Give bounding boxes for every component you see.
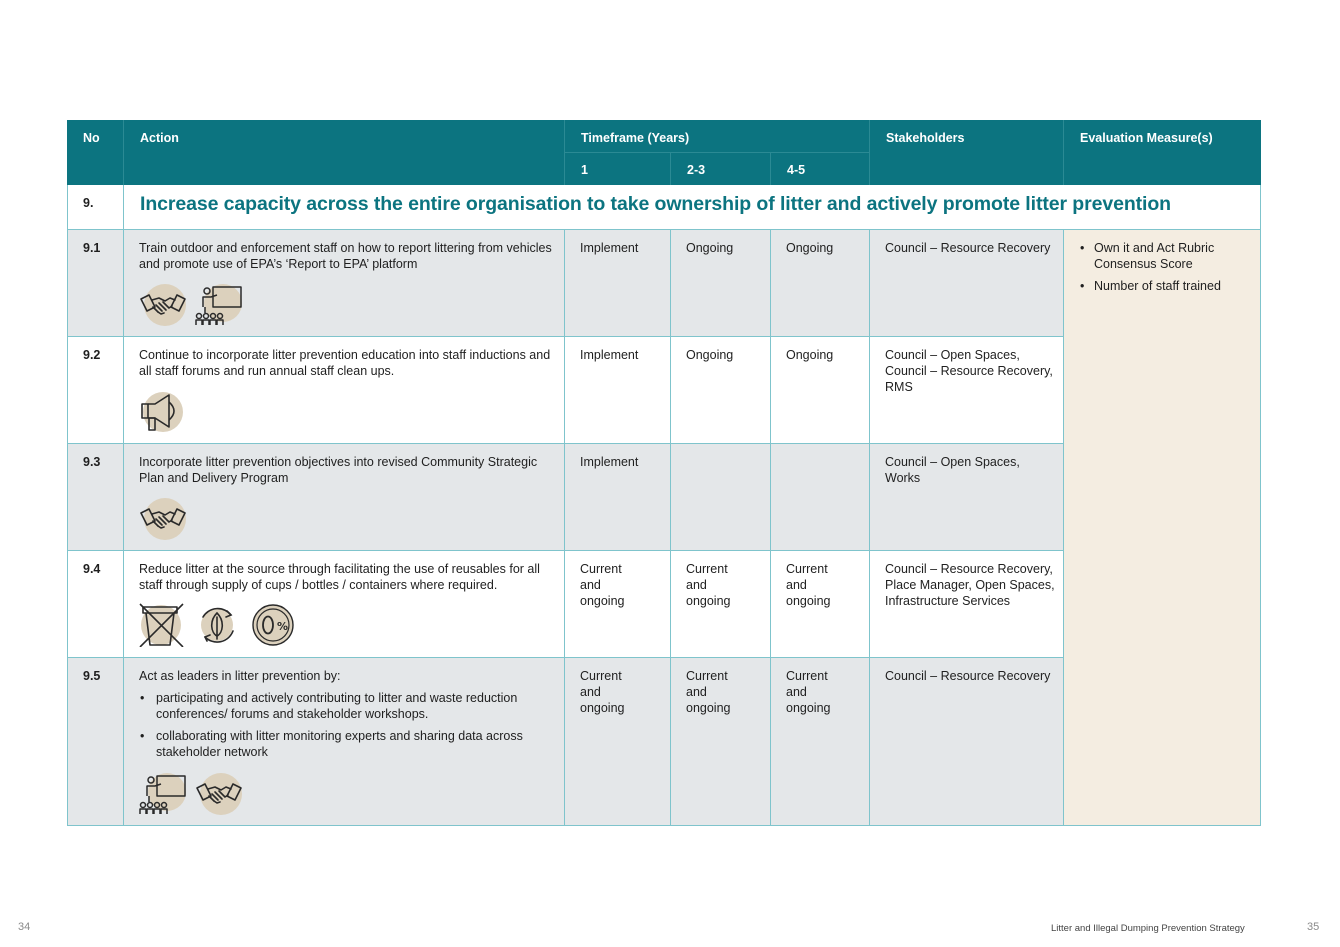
row-9-5-t2-cell [671, 658, 771, 826]
stakeholders-value: Council – Resource Recovery [885, 241, 1051, 255]
timeframe-1-value: Implement [580, 455, 639, 469]
evaluation-item: • Number of staff trained [1080, 278, 1246, 294]
stakeholders-value: Council – Open Spaces, Works [885, 455, 1020, 485]
row-9-2-stakeholders-cell [870, 337, 1064, 444]
row-number: 9.5 [83, 669, 101, 683]
header-evaluation-label: Evaluation Measure(s) [1080, 131, 1213, 145]
row-action-text: Act as leaders in litter prevention by: [139, 669, 341, 683]
goal-title: Increase capacity across the entire organisation to take ownership of litter and actively promote litter prevention [140, 193, 1171, 215]
timeframe-4-5-value: Current and ongoing [786, 562, 831, 608]
timeframe-1-value: Current and ongoing [580, 562, 625, 608]
goal-number: 9. [83, 196, 94, 210]
row-action-text: Continue to incorporate litter prevention education into staff inductions and all staff forums and run annual staff clean ups. [139, 348, 551, 378]
presentation-icon [195, 283, 243, 327]
header-timeframe-1 [565, 153, 671, 185]
header-timeframe-label: Timeframe (Years) [581, 131, 690, 145]
row-9-4-action-cell [124, 551, 565, 658]
header-timeframe-4-5 [771, 153, 870, 185]
header-stakeholders [870, 120, 1064, 185]
header-evaluation [1064, 120, 1261, 185]
timeframe-2-3-value: Current and ongoing [686, 562, 731, 608]
evaluation-measures-cell [1064, 230, 1261, 826]
header-timeframe [565, 120, 870, 153]
megaphone-icon [139, 390, 187, 434]
header-action-label: Action [140, 131, 179, 145]
header-no-label: No [83, 131, 100, 145]
row-9-2-action-cell [124, 337, 565, 444]
row-number: 9.3 [83, 455, 101, 469]
row-action-text: Reduce litter at the source through facilitating the use of reusables for all staff through supply of cups / bottles / containers where required. [139, 562, 540, 592]
action-plan-table [67, 120, 1261, 826]
row-9-5-action-cell [124, 658, 565, 826]
stakeholders-value: Council – Open Spaces, Council – Resource Recovery, RMS [885, 348, 1053, 394]
handshake-icon [139, 497, 187, 541]
page-number-right: 35 [1307, 921, 1320, 933]
row-9-5-stakeholders-cell [870, 658, 1064, 826]
header-stakeholders-label: Stakeholders [886, 131, 965, 145]
row-9-5-no-cell [67, 658, 124, 826]
row-9-4-stakeholders-cell [870, 551, 1064, 658]
stakeholders-value: Council – Resource Recovery, Place Manager, Open Spaces, Infrastructure Services [885, 562, 1055, 608]
header-action [124, 120, 565, 185]
timeframe-2-3-value: Current and ongoing [686, 669, 731, 715]
stakeholders-value: Council – Resource Recovery [885, 669, 1051, 683]
row-9-2-t2-cell [671, 337, 771, 444]
row-9-2-t1-cell [565, 337, 671, 444]
header-no [67, 120, 124, 185]
row-number: 9.2 [83, 348, 101, 362]
zero-percent-icon [251, 603, 299, 647]
row-9-3-t1-cell [565, 444, 671, 551]
timeframe-1-value: Current and ongoing [580, 669, 625, 715]
document-title: Litter and Illegal Dumping Prevention Strategy [1051, 923, 1245, 934]
row-9-4-t1-cell [565, 551, 671, 658]
no-disposable-cup-icon [139, 603, 187, 647]
handshake-icon [195, 772, 243, 816]
list-item: • participating and actively contributing to litter and waste reduction conferences/ forums and stakeholder workshops. [139, 690, 548, 722]
row-9-1-no-cell [67, 230, 124, 337]
goal-title-cell [124, 185, 1261, 230]
header-t1-label: 1 [581, 163, 588, 177]
timeframe-4-5-value: Current and ongoing [786, 669, 831, 715]
evaluation-item: • Own it and Act Rubric Consensus Score [1080, 240, 1246, 272]
row-9-5-t3-cell [771, 658, 870, 826]
row-number: 9.4 [83, 562, 101, 576]
reuse-leaf-icon [195, 603, 243, 647]
row-9-2-no-cell [67, 337, 124, 444]
header-t2-label: 2-3 [687, 163, 706, 177]
timeframe-1-value: Implement [580, 241, 639, 255]
timeframe-4-5-value: Ongoing [786, 348, 834, 362]
timeframe-4-5-value: Ongoing [786, 241, 834, 255]
evaluation-list [1080, 240, 1246, 294]
row-9-1-stakeholders-cell [870, 230, 1064, 337]
row-9-1-t2-cell [671, 230, 771, 337]
handshake-icon [139, 283, 187, 327]
row-9-4-no-cell [67, 551, 124, 658]
timeframe-2-3-value: Ongoing [686, 241, 734, 255]
row-9-3-no-cell [67, 444, 124, 551]
page-number-left: 34 [18, 921, 31, 933]
list-item: • collaborating with litter monitoring experts and sharing data across stakeholder network [139, 728, 548, 760]
row-9-4-t3-cell [771, 551, 870, 658]
row-9-4-t2-cell [671, 551, 771, 658]
row-action-text: Train outdoor and enforcement staff on how to report littering from vehicles and promote use of EPA’s ‘Report to EPA’ platform [139, 241, 552, 271]
timeframe-1-value: Implement [580, 348, 639, 362]
presentation-icon [139, 772, 187, 816]
header-timeframe-2-3 [671, 153, 771, 185]
row-9-1-t3-cell [771, 230, 870, 337]
row-9-1-action-cell [124, 230, 565, 337]
timeframe-2-3-value: Ongoing [686, 348, 734, 362]
row-9-2-t3-cell [771, 337, 870, 444]
row-action-text: Incorporate litter prevention objectives into revised Community Strategic Plan and Delivery Program [139, 455, 538, 485]
row-9-3-stakeholders-cell [870, 444, 1064, 551]
row-9-3-t2-cell [671, 444, 771, 551]
row-9-1-t1-cell [565, 230, 671, 337]
goal-number-cell [67, 185, 124, 230]
row-9-3-action-cell [124, 444, 565, 551]
row-9-3-t3-cell [771, 444, 870, 551]
action-bullet-list [139, 690, 548, 760]
row-9-5-t1-cell [565, 658, 671, 826]
row-number: 9.1 [83, 241, 101, 255]
header-t3-label: 4-5 [787, 163, 806, 177]
